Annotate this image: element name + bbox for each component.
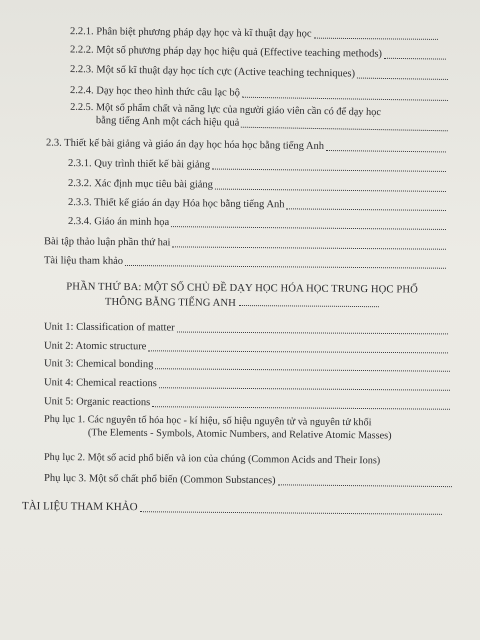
toc-entry-unit-3[interactable] bbox=[44, 357, 450, 374]
leader-dots bbox=[215, 180, 446, 192]
toc-entry-label-line2: (The Elements - Symbols, Atomic Numbers, and Relative Atomic Masses) bbox=[87, 427, 392, 442]
toc-entry-unit-4[interactable] bbox=[44, 376, 450, 393]
toc-entry-label: 2.2.3. Một số kĩ thuật dạy học tích cực (Active teaching techniques) bbox=[69, 64, 356, 80]
toc-entry-main-references[interactable] bbox=[22, 500, 442, 517]
toc-entry-appendix-2[interactable] bbox=[44, 451, 454, 468]
toc-entry-2-2-1[interactable] bbox=[70, 25, 438, 42]
leader-dots bbox=[152, 397, 450, 410]
toc-entry-2-2-3[interactable] bbox=[70, 63, 448, 82]
toc-entry-2-2-2[interactable] bbox=[70, 43, 446, 61]
toc-entry-label-line1: 2.2.5. Một số phẩm chất và năng lực của người giáo viên cần có để dạy học bbox=[70, 101, 382, 119]
leader-dots bbox=[314, 29, 438, 40]
leader-dots bbox=[171, 217, 446, 230]
leader-dots bbox=[241, 118, 448, 132]
leader-dots bbox=[140, 502, 442, 515]
toc-entry-2-3-4[interactable] bbox=[68, 215, 446, 232]
leader-dots bbox=[286, 199, 446, 211]
toc-entry-label: Unit 3: Chemical bonding bbox=[43, 358, 154, 371]
toc-entry-label: Phụ lục 2. Một số acid phổ biến và ion của chúng (Common Acids and Their Ions) bbox=[43, 451, 381, 467]
leader-dots bbox=[239, 296, 379, 307]
leader-dots bbox=[278, 475, 453, 487]
toc-entry-unit-2[interactable] bbox=[44, 340, 448, 356]
toc-entry-label: 2.3. Thiết kế bài giảng và giáo án dạy học hóa học bằng tiếng Anh bbox=[45, 137, 325, 152]
toc-entry-2-2-4[interactable] bbox=[70, 84, 448, 103]
toc-entry-label: Unit 1: Classification of matter bbox=[43, 321, 175, 334]
toc-entry-2-3-1[interactable] bbox=[68, 157, 446, 174]
toc-entry-unit-5[interactable] bbox=[44, 395, 450, 412]
toc-entry-appendix-1[interactable] bbox=[44, 413, 454, 443]
leader-dots bbox=[357, 69, 448, 80]
part-three-heading[interactable] bbox=[42, 280, 442, 312]
toc-entry-label: Tài liệu tham khảo bbox=[43, 255, 124, 267]
leader-dots bbox=[384, 49, 446, 60]
toc-entry-label: 2.2.1. Phân biệt phương pháp dạy học và kĩ thuật dạy học bbox=[69, 26, 312, 40]
toc-entry-label-line2: bằng tiếng Anh một cách hiệu quả bbox=[95, 115, 240, 129]
toc-entry-label: 2.3.3. Thiết kế giáo án dạy Hóa học bằng tiếng Anh bbox=[67, 197, 285, 211]
toc-entry-label: Unit 4: Chemical reactions bbox=[43, 377, 157, 390]
toc-entry-label: 2.3.1. Quy trình thiết kế bài giảng bbox=[67, 158, 211, 171]
toc-entry-label: Bài tập thảo luận phần thứ hai bbox=[43, 236, 171, 249]
leader-dots bbox=[326, 141, 446, 152]
toc-entry-label: 2.3.2. Xác định mục tiêu bài giảng bbox=[67, 178, 213, 191]
toc-entry-2-3-3[interactable] bbox=[68, 196, 446, 213]
toc-entry-label: Phụ lục 3. Một số chất phổ biến (Common Substances) bbox=[43, 472, 276, 487]
toc-entry-label: TÀI LIỆU THAM KHẢO bbox=[21, 500, 138, 514]
toc-entry-label: 2.2.4. Dạy học theo hình thức câu lạc bộ bbox=[69, 85, 240, 99]
toc-entry-2-3[interactable] bbox=[46, 137, 446, 155]
part-three-title-line2: THÔNG BẰNG TIẾNG ANH bbox=[104, 296, 236, 309]
leader-dots bbox=[155, 359, 450, 372]
toc-entry-label: Unit 5: Organic reactions bbox=[43, 396, 151, 409]
leader-dots bbox=[125, 256, 446, 269]
toc-entry-appendix-3[interactable] bbox=[44, 472, 452, 489]
leader-dots bbox=[159, 378, 450, 391]
toc-entry-references[interactable] bbox=[44, 254, 446, 271]
leader-dots bbox=[212, 160, 446, 172]
part-three-title-line1: PHẦN THỨ BA: MỘT SỐ CHỦ ĐỀ DẠY HỌC HÓA HỌC TRUNG HỌC PHỔ bbox=[66, 281, 418, 296]
toc-entry-2-2-5[interactable] bbox=[70, 101, 448, 134]
leader-dots bbox=[242, 88, 448, 101]
leader-dots bbox=[177, 323, 448, 335]
leader-dots bbox=[172, 237, 446, 249]
toc-entry-2-3-2[interactable] bbox=[68, 177, 446, 194]
toc-entry-unit-1[interactable] bbox=[44, 321, 448, 337]
leader-dots bbox=[148, 341, 448, 353]
toc-entry-label: 2.2.2. Một số phương pháp dạy học hiệu quả (Effective teaching methods) bbox=[69, 44, 383, 60]
toc-entry-exercises[interactable] bbox=[44, 235, 446, 252]
toc-entry-label: Unit 2: Atomic structure bbox=[43, 340, 147, 353]
toc-entry-label: 2.3.4. Giáo án minh họa bbox=[67, 216, 170, 229]
toc-entry-label-line1: Phụ lục 1. Các nguyên tố hóa học - kí hiệu, số hiệu nguyên tử và nguyên tử khối bbox=[44, 413, 372, 429]
